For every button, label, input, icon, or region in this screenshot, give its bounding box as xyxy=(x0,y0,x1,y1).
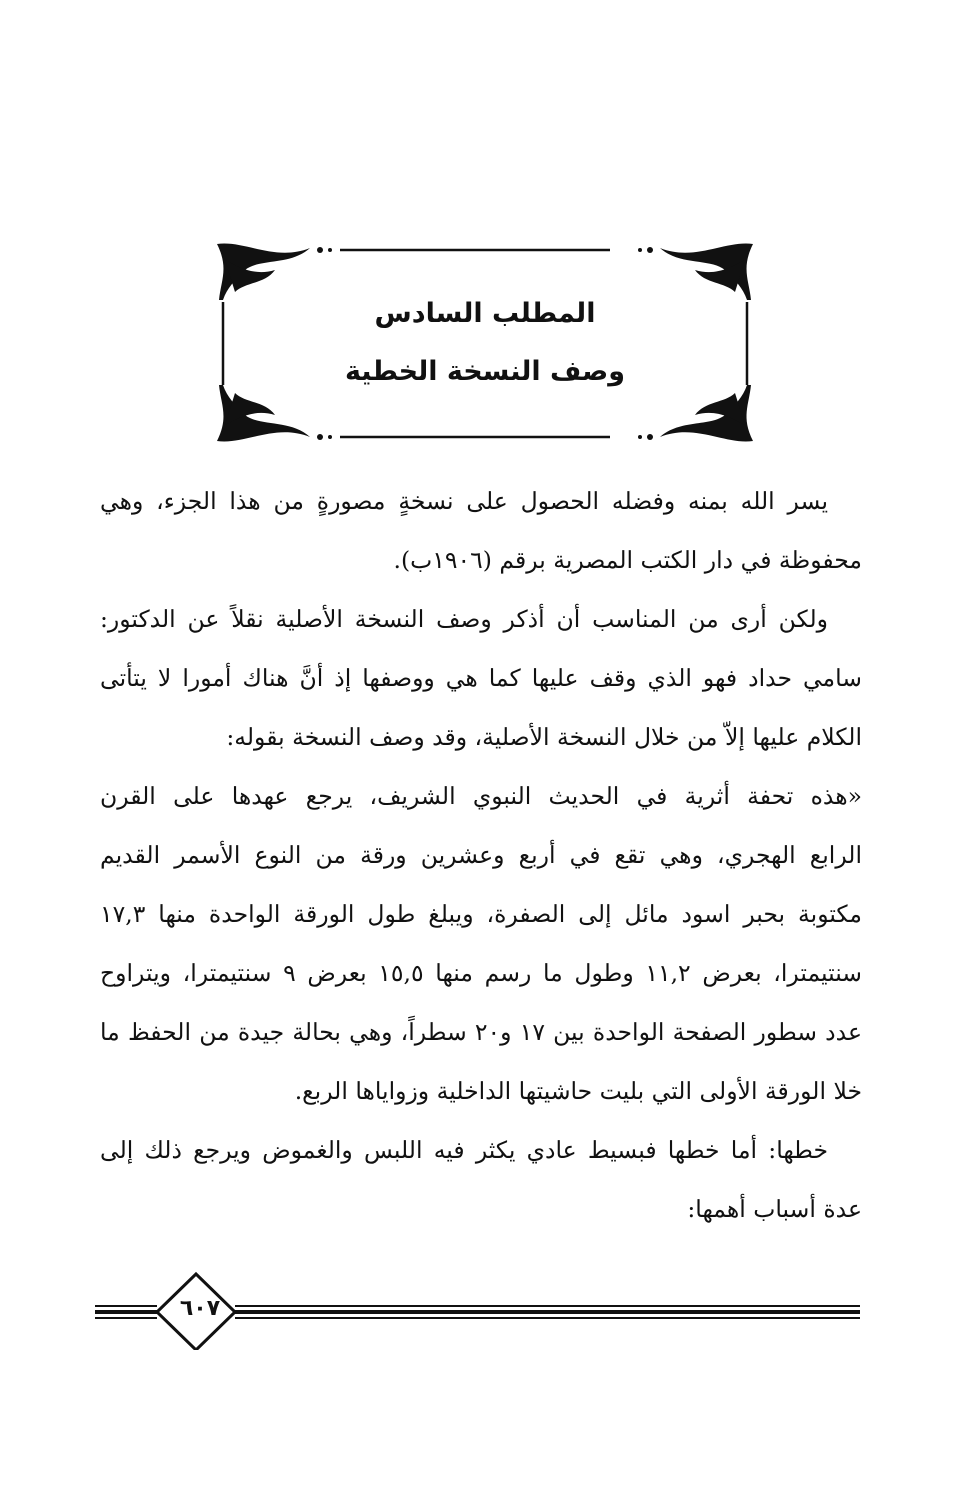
text-line: خطها: أما خطها فبسيط عادي يكثر فيه اللبس والغموض ويرجع ذلك إلى xyxy=(100,1136,828,1164)
text-line: خلا الورقة الأولى التي بليت حاشيتها الداخلية وزواياها الربع. xyxy=(294,1077,862,1105)
text-line: مكتوبة بحبر اسود مائل إلى الصفرة، ويبلغ طول الورقة الواحدة منها ١٧,٣ xyxy=(100,900,862,928)
page-footer xyxy=(95,1270,865,1350)
text-line: يسر الله بمنه وفضله الحصول على نسخةٍ مصورةٍ من هذا الجزء، وهي xyxy=(100,487,828,515)
body-text xyxy=(100,472,862,1239)
section-title-frame xyxy=(215,240,755,445)
section-title: المطلب السادس xyxy=(374,297,596,329)
text-line: سنتيمترا، بعرض ١١,٢ وطول ما رسم منها ١٥,٥ بعرض ٩ سنتيمترا، ويتراوح xyxy=(100,959,862,987)
text-line: محفوظة في دار الكتب المصرية برقم (١٩٠٦ب). xyxy=(393,546,862,574)
text-line: ولكن أرى من المناسب أن أذكر وصف النسخة الأصلية نقلاً عن الدكتور: xyxy=(100,605,828,633)
text-line: سامي حداد فهو الذي وقف عليها كما هي ووصفها إذ أنَّ هناك أمورا لا يتأتى xyxy=(100,664,862,692)
text-line: عدة أسباب أهمها: xyxy=(687,1195,862,1223)
text-line: الكلام عليها إلاّ من خلال النسخة الأصلية، وقد وصف النسخة بقوله: xyxy=(226,723,862,751)
text-line: الرابع الهجري، وهي تقع في أربع وعشرين ورقة من النوع الأسمر القديم xyxy=(100,841,862,869)
text-line: عدد سطور الصفحة الواحدة بين ١٧ و٢٠ سطراً، وهي بحالة جيدة من الحفظ ما xyxy=(100,1018,862,1046)
section-subtitle: وصف النسخة الخطية xyxy=(344,355,626,387)
text-line: «هذه تحفة أثرية في الحديث النبوي الشريف، يرجع عهدها على القرن xyxy=(100,782,862,810)
page-number: ٦٠٧ xyxy=(179,1296,221,1321)
